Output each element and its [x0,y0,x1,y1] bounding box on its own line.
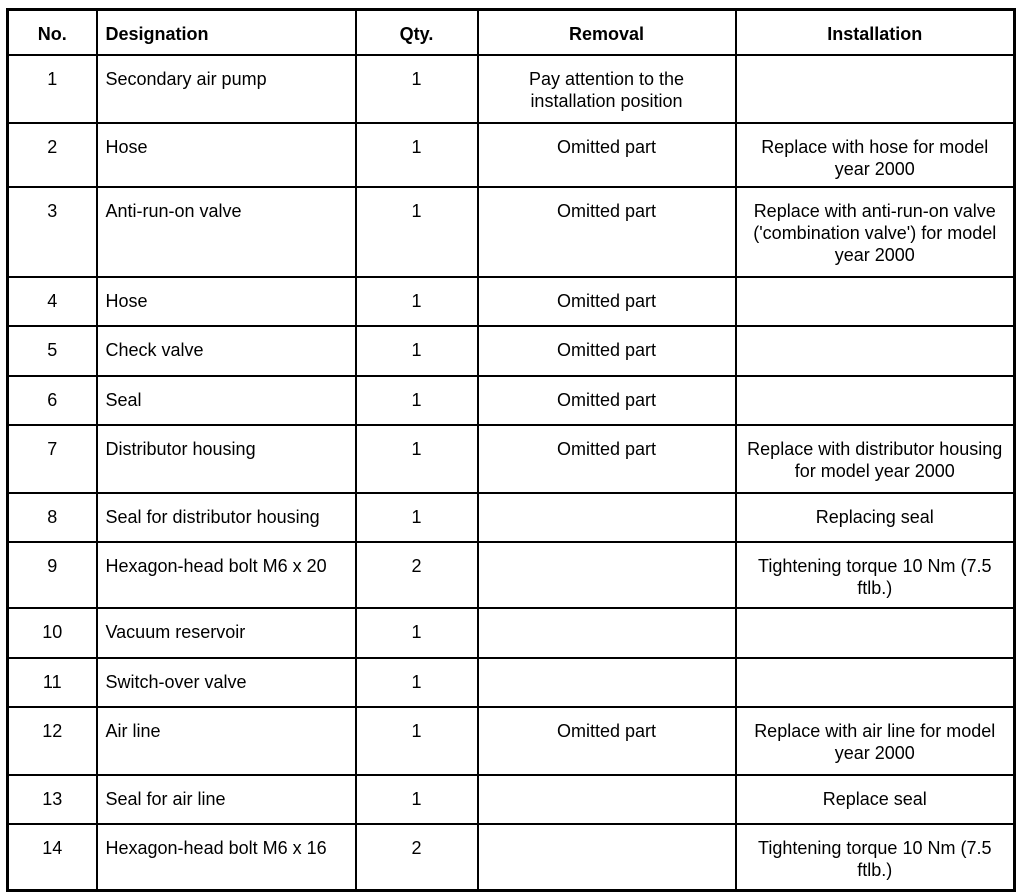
cell-qty: 1 [356,326,478,376]
cell-no: 9 [8,542,97,608]
cell-qty: 2 [356,542,478,608]
cell-qty: 1 [356,493,478,542]
cell-designation: Switch-over valve [97,658,356,707]
cell-no: 12 [8,707,97,775]
header-qty: Qty. [356,10,478,55]
cell-designation: Hexagon-head bolt M6 x 20 [97,542,356,608]
cell-qty: 1 [356,425,478,493]
cell-designation: Hexagon-head bolt M6 x 16 [97,824,356,891]
cell-removal [478,658,736,707]
cell-qty: 1 [356,658,478,707]
cell-installation [736,277,1015,326]
cell-qty: 1 [356,277,478,326]
cell-removal [478,824,736,891]
cell-no: 2 [8,123,97,187]
header-no: No. [8,10,97,55]
cell-removal: Omitted part [478,187,736,277]
cell-designation: Hose [97,123,356,187]
cell-installation: Replace seal [736,775,1015,824]
cell-removal: Omitted part [478,123,736,187]
table-row [8,824,1015,891]
cell-no: 13 [8,775,97,824]
table-row [8,187,1015,277]
table-row [8,707,1015,775]
cell-installation: Replace with anti-run-on valve ('combination valve') for model year 2000 [736,187,1015,277]
cell-installation [736,658,1015,707]
cell-designation: Seal for air line [97,775,356,824]
cell-installation: Replace with distributor housing for model year 2000 [736,425,1015,493]
cell-no: 4 [8,277,97,326]
cell-qty: 1 [356,775,478,824]
table-row [8,326,1015,376]
cell-installation [736,326,1015,376]
cell-designation: Vacuum reservoir [97,608,356,658]
cell-designation: Hose [97,277,356,326]
cell-no: 1 [8,55,97,123]
header-row [8,10,1015,55]
cell-designation: Seal for distributor housing [97,493,356,542]
table-row [8,775,1015,824]
cell-removal [478,542,736,608]
cell-designation: Secondary air pump [97,55,356,123]
table-row [8,425,1015,493]
cell-no: 8 [8,493,97,542]
cell-removal: Omitted part [478,376,736,425]
cell-qty: 2 [356,824,478,891]
cell-removal: Pay attention to the installation position [478,55,736,123]
table-row [8,658,1015,707]
cell-removal: Omitted part [478,277,736,326]
cell-removal: Omitted part [478,425,736,493]
cell-qty: 1 [356,608,478,658]
cell-installation: Replacing seal [736,493,1015,542]
cell-no: 14 [8,824,97,891]
cell-no: 11 [8,658,97,707]
cell-designation: Seal [97,376,356,425]
table-row [8,277,1015,326]
cell-no: 7 [8,425,97,493]
header-installation: Installation [736,10,1015,55]
cell-no: 3 [8,187,97,277]
cell-installation [736,376,1015,425]
cell-installation: Tightening torque 10 Nm (7.5 ftlb.) [736,542,1015,608]
cell-installation: Replace with hose for model year 2000 [736,123,1015,187]
cell-qty: 1 [356,376,478,425]
cell-designation: Anti-run-on valve [97,187,356,277]
table-row [8,493,1015,542]
cell-installation: Tightening torque 10 Nm (7.5 ftlb.) [736,824,1015,891]
cell-no: 5 [8,326,97,376]
cell-no: 10 [8,608,97,658]
cell-no: 6 [8,376,97,425]
cell-installation [736,608,1015,658]
cell-removal [478,608,736,658]
cell-installation [736,55,1015,123]
cell-qty: 1 [356,187,478,277]
cell-installation: Replace with air line for model year 2000 [736,707,1015,775]
cell-removal [478,493,736,542]
cell-qty: 1 [356,55,478,123]
table-row [8,542,1015,608]
parts-table [6,8,1016,892]
cell-removal: Omitted part [478,326,736,376]
header-designation: Designation [97,10,356,55]
cell-designation: Check valve [97,326,356,376]
cell-qty: 1 [356,123,478,187]
cell-qty: 1 [356,707,478,775]
table-row [8,55,1015,123]
table-row [8,376,1015,425]
header-removal: Removal [478,10,736,55]
cell-removal: Omitted part [478,707,736,775]
cell-designation: Distributor housing [97,425,356,493]
cell-removal [478,775,736,824]
table-row [8,608,1015,658]
cell-designation: Air line [97,707,356,775]
table-row [8,123,1015,187]
